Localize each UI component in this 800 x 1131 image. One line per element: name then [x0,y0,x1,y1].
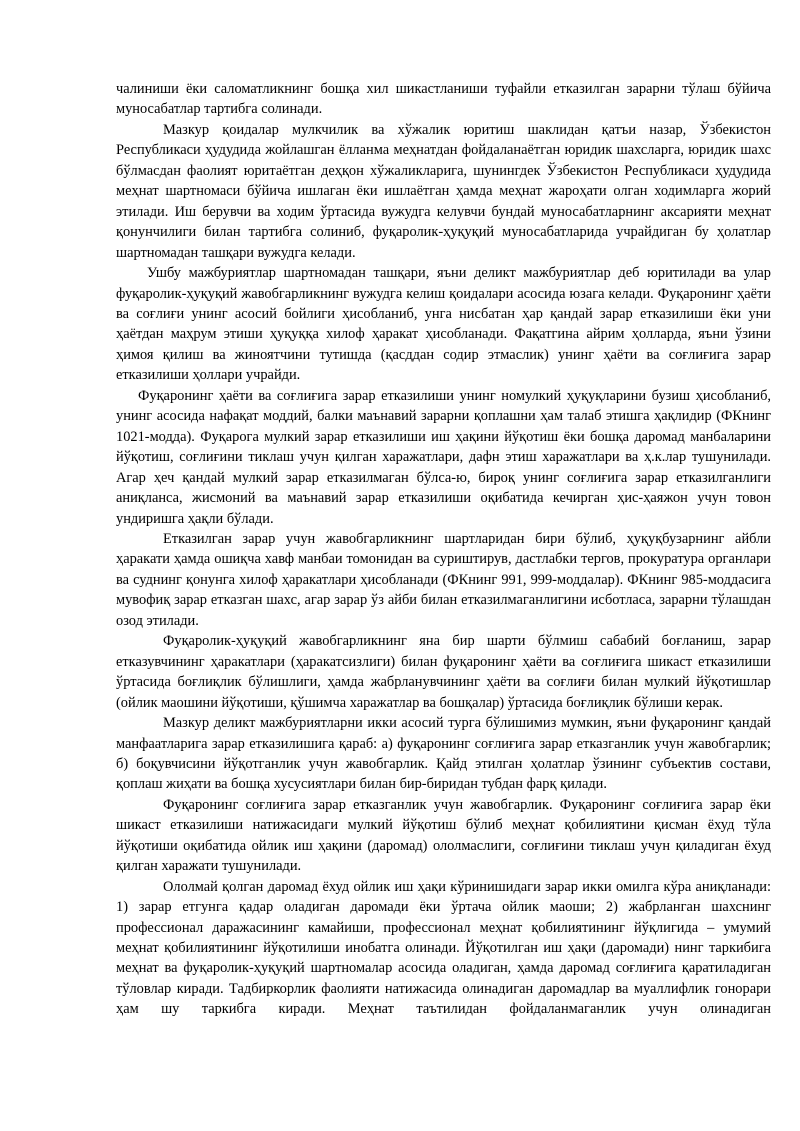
paragraph-liability-conditions: Етказилган зарар учун жавобгарликнинг шартларидан бири бўлиб, ҳуқуқбузарнинг айбли ҳаракати ҳамда ошиқча хавф манбаи томонидан ва суриштирув, дастлабки тергов, прокуратура органлари ва суднинг қонунга хилоф ҳаракатлари ҳисобланади (ФКнинг 991, 999-моддалар). ФКнинг 985-моддасига мувофиқ зарар етказган шахс, агар зарар ўз айби билан етказилмаганлигини исботласа, зарарни тўлашдан озод этилади. [116,530,771,629]
paragraph-health-damage: Фуқаронинг соғлиғига зарар етказганлик учун жавобгарлик. Фуқаронинг соғлиғига зарар ёки шикаст етказилиши натижасидаги мулкий йўқотиш бўлиб меҳнат қобилиятини қисман ёхуд тўла йўқотиши оқибатида ойлик иш ҳақини (даромад) ололмаслиги, соғлиғини тиклаш учун қиладиган ёхуд қилган харажати тушунилади. [116,796,771,875]
paragraph-delict-obligations: Ушбу мажбуриятлар шартномадан ташқари, яъни деликт мажбуриятлар деб юритилади ва улар фуқаролик-ҳуқуқий жавобгарликнинг вужудга келиш қоидалари асосида юзага келади. Фуқаронинг ҳаёти ва соғлиғи унинг асосий бойлиги ҳисобланиб, унга нисбатан ҳар қандай зарар етказилиши ёки уни ҳаётдан маҳрум этиши ҳуқуққа хилоф ҳаракат ҳисобланади. Фақатгина айрим ҳолларда, яъни ўзини ҳимоя қилиш ва жиноятчини тутишда (қасддан содир этмаслик) унинг ҳаёти ва соғлиғига зарар етказилиши ҳоллари учрайди. [116,265,771,384]
paragraph-nonproperty-rights: Фуқаронинг ҳаёти ва соғлиғига зарар етказилиши унинг номулкий ҳуқуқларини бузиш ҳисобланиб, унинг асосида нафақат моддий, балки маънавий зарарни қоплашни ҳам талаб этишга ҳақлидир (ФКнинг 1021-модда). Фуқарога мулкий зарар етказилиши иш ҳақини йўқотиш ёки бошқа даромад манбаларини йўқотиш, соғлиғини тиклаш учун қилган харажатлари, дафн этиш харажатлари ва ҳ.к.лар тушунилади. Агар ҳеч қандай мулкий зарар етказилмаган бўлса-ю, бироқ унинг соғлиғига зарар етказилганлиги аниқланса, жисмоний ва маънавий зарар етказилиши оқибатида кечирган ҳис-ҳаяжон учун товон ундиришга ҳақли бўлади. [116,387,771,527]
paragraph-causal-link: Фуқаролик-ҳуқуқий жавобгарликнинг яна бир шарти бўлмиш сабабий боғланиш, зарар етказувчининг ҳаракатлари (ҳаракатсизлиги) билан фуқаронинг ҳаёти ва соғлиғига шикаст етказилиши ўртасида боғлиқлик бўлишлиги, ҳамда жабрланувчининг ҳаёти ва соғлиғи билан мулкий йўқотишлар (ойлик маошини йўқотиши, қўшимча харажатлар ва бошқалар) ўртасида боғлиқлик бўлиши керак. [116,633,771,711]
document-page [116,79,771,1020]
paragraph-rules-scope: Мазкур қоидалар мулкчилик ва хўжалик юритиш шаклидан қатъи назар, Ўзбекистон Республикаси ҳудудида жойлашган ёлланма меҳнатдан фойдаланаётган юридик шахсларга, юридик шахс бўлмасдан фаолият юритаётган деҳқон хўжаликларига, шунингдек Ўзбекистон Республикаси ҳудудида меҳнат шартномаси бўйича ишлаган ёки ишлаётган ҳамда меҳнат жароҳати олган ходимларга жорий этилади. Иш берувчи ва ходим ўртасида вужудга келувчи бундай муносабатларнинг аксарияти меҳнат қонунчилиги билан тартибга солиниб, фуқаролик-ҳуқуқий муносабатларида учрайдиган бу ҳолатлар шартномадан ташқари вужудга келади. [116,121,771,261]
paragraph-continuation: чалиниши ёки саломатликнинг бошқа хил шикастланиши туфайли етказилган зарарни тўлаш бўйича муносабатлар тартибга солинади. [116,81,771,118]
paragraph-two-types: Мазкур деликт мажбуриятларни икки асосий турга бўлишимиз мумкин, яъни фуқаронинг қандай манфаатларига зарар етказилишига қараб: а) фуқаронинг соғлиғига зарар етказганлик учун жавобгарлик; б) боқувчисини йўқотганлик учун жавобгарлик. Қайд этилган ҳолатлар ўзининг субъектив состави, қоплаш жиҳати ва бошқа хусусиятлари билан бир-биридан тубдан фарқ қилади. [116,715,771,793]
paragraph-lost-income: Ололмай қолган даромад ёхуд ойлик иш ҳақи кўринишидаги зарар икки омилга кўра аниқланади: 1) зарар етгунга қадар оладиган даромади ёки ўртача ойлик маоши; 2) жабрланган шахснинг профессионал даражасининг камайиши, профессионал меҳнат қобилиятининг йўқлигида – умумий меҳнат қобилиятининг йўқотилиши инобатга олинади. Йўқотилган иш ҳақи (даромади) нинг таркибига меҳнат ва фуқаролик-ҳуқуқий шартномалар асосида оладиган, ҳамда даромад соғлиғига қаратиладиган тўловлар киради. Тадбиркорлик фаолияти натижасида олинадиган даромадлар ва муаллифлик гонорари ҳам шу таркибга киради. Меҳнат таътилидан фойдаланмаганлик учун олинадиган [116,878,771,1018]
